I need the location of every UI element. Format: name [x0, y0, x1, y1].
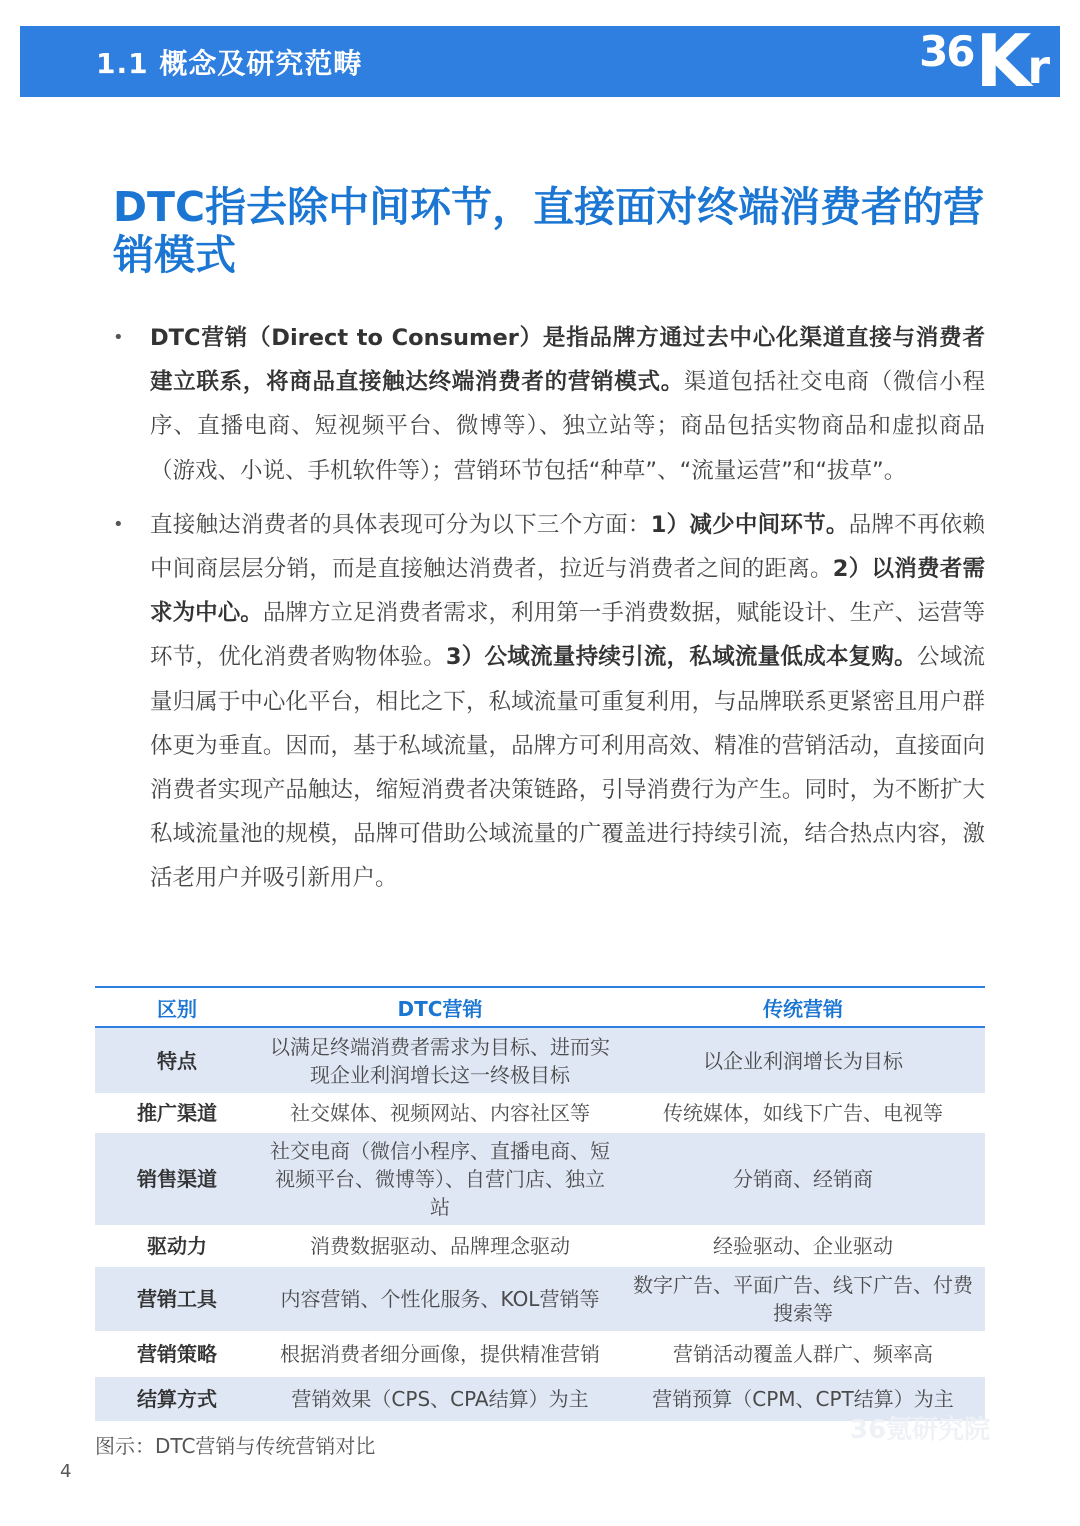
header-cell: DTC营销	[259, 987, 621, 1027]
table-header-row	[95, 987, 985, 1027]
traditional-cell: 分销商、经销商	[621, 1133, 985, 1225]
dtc-cell: 内容营销、个性化服务、KOL营销等	[259, 1267, 621, 1331]
bullet-text: 品牌方立足消费者需求，利用第一手消费数据，赋能设计、生产、运营等环节，优化消费者购物体验。	[150, 600, 985, 671]
bullet-bold: DTC营销（Direct to Consumer）是指品牌方通过去中心化渠道直接与消费者建立联系，将商品直接触达终端消费者的营销模式。	[150, 325, 985, 396]
bullet-direct-reach	[113, 503, 985, 901]
table-row	[95, 1331, 985, 1377]
traditional-cell: 传统媒体，如线下广告、电视等	[663, 1101, 943, 1125]
traditional-cell: 营销活动覆盖人群广、频率高	[673, 1342, 933, 1366]
header-cell: 区别	[95, 987, 259, 1027]
header-bar	[20, 19, 1060, 103]
header-cell: 传统营销	[621, 987, 985, 1027]
dtc-cell: 以满足终端消费者需求为目标、进而实现企业利润增长这一终极目标	[259, 1027, 621, 1093]
row-key: 营销工具	[95, 1267, 259, 1331]
row-key: 驱动力	[147, 1234, 207, 1258]
bullet-bold: 3）公域流量持续引流，私域流量低成本复购。	[445, 644, 917, 671]
watermark-logo: 36氪研究院	[850, 1415, 991, 1445]
traditional-cell: 营销预算（CPM、CPT结算）为主	[621, 1377, 985, 1421]
traditional-cell: 经验驱动、企业驱动	[713, 1234, 893, 1258]
bullet-text: 公域流量归属于中心化平台，相比之下，私域流量可重复利用，与品牌联系更紧密且用户群体更为垂直。因而，基于私域流量，品牌方可利用高效、精准的营销活动，直接面向消费者实现产品触达，缩短消费者决策链路，引导消费行为产生。同时，为不断扩大私域流量池的规模，品牌可借助公域流量的广覆盖进行持续引流，结合热点内容，激活老用户并吸引新用户。	[150, 644, 985, 892]
dtc-cell: 根据消费者细分画像，提供精准营销	[280, 1342, 600, 1366]
page-headline: DTC指去除中间环节，直接面对终端消费者的营销模式	[113, 183, 985, 279]
row-key: 销售渠道	[95, 1133, 259, 1225]
table-row	[95, 1225, 985, 1267]
dtc-cell: 营销效果（CPS、CPA结算）为主	[259, 1377, 621, 1421]
table-row	[95, 1093, 985, 1133]
bullet-text: 渠道包括社交电商（微信小程序、直播电商、短视频平台、微博等）、独立站等；商品包括实物商品和虚拟商品（游戏、小说、手机软件等）；营销环节包括“种草”、“流量运营”和“拔草”。	[150, 369, 985, 484]
row-key: 推广渠道	[137, 1101, 217, 1125]
row-key: 营销策略	[137, 1342, 217, 1366]
comparison-table	[95, 986, 985, 1421]
table-row	[95, 1133, 985, 1225]
dtc-cell: 社交电商（微信小程序、直播电商、短视频平台、微博等）、自营门店、独立站	[259, 1133, 621, 1225]
bullet-text: 直接触达消费者的具体表现可分为以下三个方面：	[150, 511, 651, 538]
dtc-cell: 社交媒体、视频网站、内容社区等	[290, 1101, 590, 1125]
36kr-logo: 36 K r	[919, 19, 1050, 103]
traditional-cell: 以企业利润增长为目标	[621, 1027, 985, 1093]
table-row	[95, 1027, 985, 1093]
bullet-text: 品牌不再依赖中间商层层分销，而是直接触达消费者，拉近与消费者之间的距离。	[150, 511, 985, 583]
bullet-list	[113, 316, 985, 911]
bullet-bold: 1）减少中间环节。	[650, 511, 849, 538]
bullet-dtc-definition	[113, 316, 985, 493]
dtc-cell: 消费数据驱动、品牌理念驱动	[310, 1234, 570, 1258]
section-title: 1.1 概念及研究范畴	[96, 47, 363, 80]
bullet-bold: 2）以消费者需求为中心。	[150, 556, 985, 627]
row-key: 特点	[95, 1027, 259, 1093]
row-key: 结算方式	[95, 1377, 259, 1421]
page-number: 4	[60, 1461, 72, 1482]
traditional-cell: 数字广告、平面广告、线下广告、付费搜索等	[621, 1267, 985, 1331]
figure-caption: 图示：DTC营销与传统营销对比	[95, 1434, 376, 1458]
table-row	[95, 1267, 985, 1331]
